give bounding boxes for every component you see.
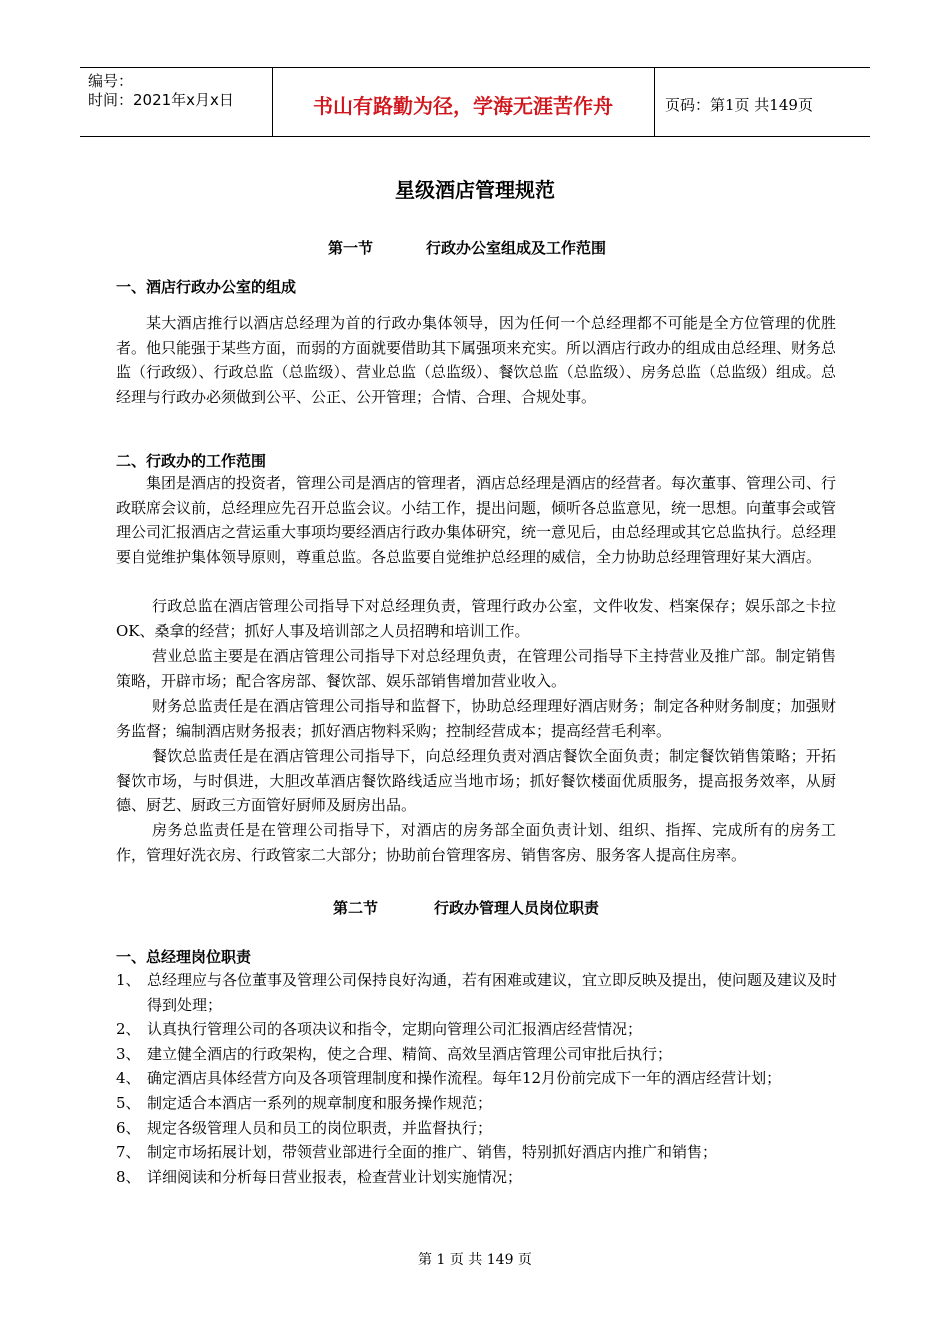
part1-paragraph: 某大酒店推行以酒店总经理为首的行政办集体领导，因为任何一个总经理都不可能是全方位管理的优胜者。他只能强于某些方面，而弱的方面就要借助其下属强项来充实。所以酒店行政办的组成由总经理、财务总监（行政级）、行政总监（总监级）、营业总监（总监级）、餐饮总监（总监级）、房务总监（总监级）组成。总经理与行政办必须做到公平、公正、公开管理；合情、合理、合规处事。 xyxy=(116,314,837,406)
part1-heading: 一、酒店行政办公室的组成 xyxy=(116,278,297,296)
part2-paragraph-3: 营业总监主要是在酒店管理公司指导下对总经理负责，在管理公司指导下主持营业及推广部。制定销售策略，开辟市场；配合客房部、餐饮部、娱乐部销售增加营业收入。 xyxy=(116,647,836,690)
list-item-number: 4、 xyxy=(116,1069,141,1088)
list-item-text: 确定酒店具体经营方向及各项管理制度和操作流程。每年12月份前完成下一年的酒店经营计划； xyxy=(147,1069,782,1088)
list-item-text: 详细阅读和分析每日营业报表，检查营业计划实施情况； xyxy=(147,1167,523,1186)
part2-paragraph-4: 财务总监责任是在酒店管理公司指导和监督下，协助总经理理好酒店财务；制定各种财务制度；加强财务监督；编制酒店财务报表；抓好酒店物料采购；控制经营成本；提高经营毛利率。 xyxy=(116,697,836,740)
list-item-text: 规定各级管理人员和员工的岗位职责，并监督执行； xyxy=(147,1118,493,1137)
list-item xyxy=(116,1066,846,1091)
list-item xyxy=(116,1042,846,1067)
section2-title: 行政办管理人员岗位职责 xyxy=(434,899,600,917)
number-label: 编号： xyxy=(88,72,134,90)
list-item-text: 制定市场拓展计划，带领营业部进行全面的推广、销售，特别抓好酒店内推广和销售； xyxy=(147,1143,718,1162)
list-item-number: 3、 xyxy=(116,1044,141,1063)
list-item-number: 2、 xyxy=(116,1020,141,1039)
header-motto: 书山有路勤为径，学海无涯苦作舟 xyxy=(313,94,613,118)
time-label: 时间：2021年x月x日 xyxy=(88,91,234,109)
list-item xyxy=(116,1091,846,1116)
list-item-text: 建立健全酒店的行政架构，使之合理、精简、高效呈酒店管理公司审批后执行； xyxy=(147,1044,673,1063)
section2-number: 第二节 xyxy=(333,899,379,917)
list-item xyxy=(116,1165,846,1190)
document-title: 星级酒店管理规范 xyxy=(395,178,555,202)
list-item-text: 总经理应与各位董事及管理公司保持良好沟通，若有困难或建议，宜立即反映及提出，使问题及建议及时得到处理； xyxy=(147,971,838,1014)
part2-paragraph-5: 餐饮总监责任是在酒店管理公司指导下，向总经理负责对酒店餐饮全面负责；制定餐饮销售策略；开拓餐饮市场，与时俱进，大胆改革酒店餐饮路线适应当地市场；抓好餐饮楼面优质服务，提高报务效率，从厨德、厨艺、厨政三方面管好厨师及厨房出品。 xyxy=(116,747,836,815)
header-page-code: 页码：第1页 共149页 xyxy=(665,96,813,114)
list-item-text: 认真执行管理公司的各项决议和指令，定期向管理公司汇报酒店经营情况； xyxy=(147,1020,643,1039)
header-divider-right xyxy=(654,68,655,136)
list-item-text: 制定适合本酒店一系列的规章制度和服务操作规范； xyxy=(147,1093,493,1112)
list-item-number: 7、 xyxy=(116,1143,141,1162)
part2-paragraph-6: 房务总监责任是在管理公司指导下，对酒店的房务部全面负责计划、组织、指挥、完成所有的房务工作，管理好洗衣房、行政管家二大部分；协助前台管理客房、销售客房、服务客人提高住房率。 xyxy=(116,821,836,864)
list-item xyxy=(116,1116,846,1141)
part2-paragraph-2: 行政总监在酒店管理公司指导下对总经理负责，管理行政办公室，文件收发、档案保存；娱乐部之卡拉OK、桑拿的经营；抓好人事及培训部之人员招聘和培训工作。 xyxy=(116,597,836,640)
header-meta xyxy=(88,72,234,110)
page-footer: 第 1 页 共 149 页 xyxy=(418,1252,532,1268)
page-header xyxy=(80,67,870,137)
list-item-number: 8、 xyxy=(116,1167,141,1186)
list-item xyxy=(116,1140,846,1165)
list-item-number: 5、 xyxy=(116,1093,141,1112)
part2-heading: 二、行政办的工作范围 xyxy=(116,452,267,470)
list-item xyxy=(116,968,846,1017)
part2-paragraph-1: 集团是酒店的投资者，管理公司是酒店的管理者，酒店总经理是酒店的经营者。每次董事、管理公司、行政联席会议前，总经理应先召开总监会议。小结工作，提出问题，倾听各总监意见，统一思想。向董事会或管理公司汇报酒店之营运重大事项均要经酒店行政办集体研究，统一意见后，由总经理或其它总监执行。总经理要自觉维护集体领导原则，尊重总监。各总监要自觉维护总经理的威信，全力协助总经理管理好某大酒店。 xyxy=(116,474,837,566)
part3-heading: 一、总经理岗位职责 xyxy=(116,948,252,966)
section1-title: 行政办公室组成及工作范围 xyxy=(426,239,607,257)
section1-number: 第一节 xyxy=(328,239,374,257)
duty-list xyxy=(116,968,846,1189)
list-item-number: 1、 xyxy=(116,971,141,989)
list-item xyxy=(116,1017,846,1042)
list-item-number: 6、 xyxy=(116,1118,141,1137)
